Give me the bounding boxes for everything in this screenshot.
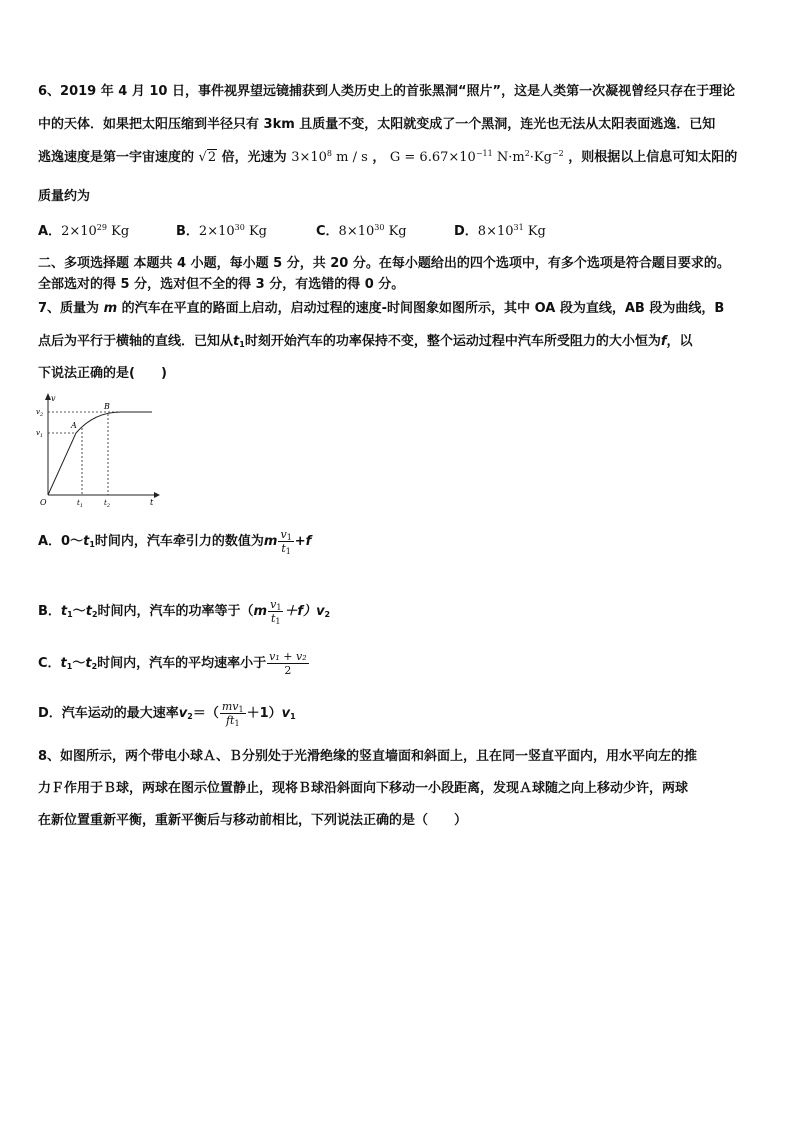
q6-line-3-text-b: 倍，光速为 (221, 150, 287, 165)
q7-option-b[interactable]: B．$t_1\sim t_2$时间内，汽车的功率等于（m $\frac{v_1}{t_1}$ $+f)v_2$ (38, 598, 331, 626)
q8-line-3: 在新位置重新平衡，重新平衡后与移动前相比，下列说法正确的是（ ） (38, 813, 468, 828)
t-axis-arrow (154, 492, 160, 498)
q6-option-a[interactable]: A．$2\times 10^{29}$ Kg (38, 223, 130, 239)
v2-tick-label: $v_2$ (36, 408, 44, 418)
q6-line-1: 6、2019 年 4 月 10 日，事件视界望远镜捕获到人类历史上的首张黑洞“照片”，这是人类第一次凝视曾经只存在于理论 (38, 84, 736, 99)
q7-option-d[interactable]: D．汽车运动的最大速率$v_2=$（ $\frac{mv_1}{ft_1}$ $+1)v_1$ (38, 700, 296, 728)
q6-line-4: 质量约为 (38, 189, 91, 204)
t2-tick-label: $t_2$ (104, 499, 111, 507)
q6-line-3 (38, 149, 758, 167)
q8-line-2: 力Ｆ作用于Ｂ球，两球在图示位置静止，现将Ｂ球沿斜面向下移动一小段距离，发现Ａ球随之向上移动少许，两球 (38, 781, 689, 796)
q7-option-c[interactable]: C．$t_1\sim t_2$时间内，汽车的平均速率小于 $\frac{\text{v₁ + v₂}}{2}$ (38, 650, 307, 677)
q6-line-3-text-d: ，则根据以上信息可知太阳的 (568, 150, 738, 165)
q6-option-d[interactable]: D．$8\times 10^{31}$ Kg (454, 223, 546, 239)
q6-line-3-text-c: ， (372, 150, 386, 165)
velocity-curve (48, 412, 152, 495)
q7-line-2: 点后为平行于横轴的直线．已知从$t_1$时刻开始汽车的功率保持不变，整个运动过程中汽车所受阻力的大小恒为f，以 (38, 334, 693, 349)
sqrt-two: √2 (198, 150, 217, 165)
light-speed: $3\times 10^8$ m / s (291, 149, 368, 165)
origin-label: O (40, 498, 47, 507)
point-b-label: B (104, 402, 110, 411)
q7-line-3: 下说法正确的是( ) (38, 366, 167, 381)
v1-tick-label: $v_1$ (36, 429, 44, 439)
q6-option-b[interactable]: B．$2\times 10^{30}$ Kg (176, 223, 268, 239)
q8-line-1: 8、如图所示，两个带电小球Ａ、Ｂ分别处于光滑绝缘的竖直墙面和斜面上，且在同一竖直平面内，用水平向左的推 (38, 749, 698, 764)
t-axis-label: t (150, 498, 154, 507)
q6-option-c[interactable]: C．$8\times 10^{30}$ Kg (316, 223, 407, 239)
q6-line-2: 中的天体．如果把太阳压缩到半径只有 3km 且质量不变，太阳就变成了一个黑洞，连光也无法从太阳表面逃逸．已知 (38, 117, 716, 132)
v-axis-label: v (51, 394, 56, 403)
gravitational-constant: $G = 6.67\times 10^{-11}$ $N\cdot m^2\cdot Kg^{-2}$ (389, 149, 564, 165)
t1-tick-label: $t_1$ (77, 499, 84, 507)
point-a-label: A (71, 421, 77, 430)
velocity-time-graph (36, 392, 161, 507)
q6-line-3-text-a: 逃逸速度是第一宇宙速度的 (38, 150, 195, 165)
q7-option-a[interactable]: A．$0\sim t_1$时间内，汽车牵引力的数值为m $\frac{v_1}{t_1}$ +f (38, 528, 312, 556)
section-2-line-1: 二、多项选择题 本题共 4 小题，每小题 5 分，共 20 分。在每小题给出的四个选项中，有多个选项是符合题目要求的。 (38, 256, 730, 271)
q7-line-1: 7、质量为 m 的汽车在平直的路面上启动，启动过程的速度-时间图象如图所示，其中 OA 段为直线，AB 段为曲线，B (38, 301, 725, 316)
section-2-line-2: 全部选对的得 5 分，选对但不全的得 3 分，有选错的得 0 分。 (38, 277, 405, 292)
